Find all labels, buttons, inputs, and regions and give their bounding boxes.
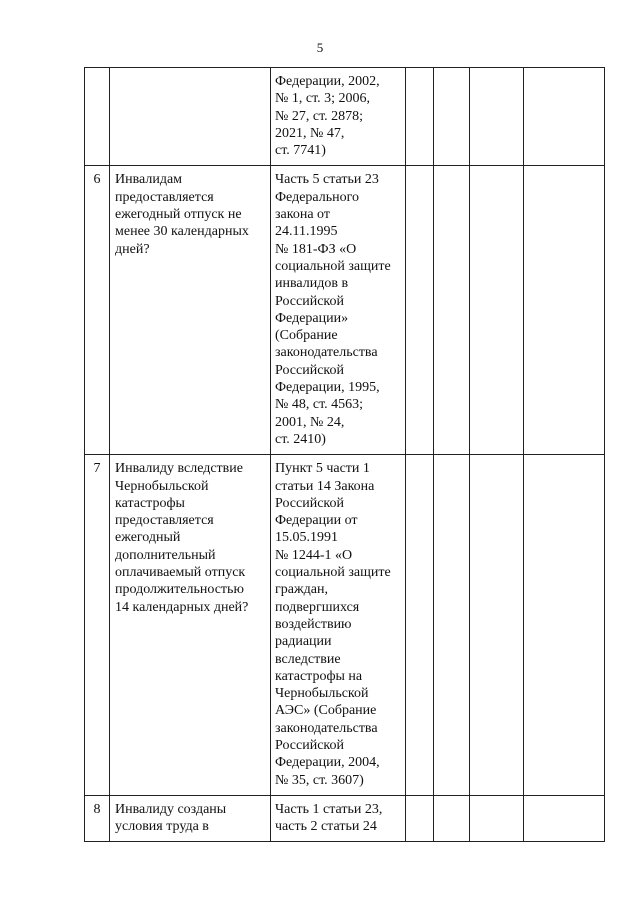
answer-cell-not-applicable[interactable] [470, 795, 524, 842]
legal-reference-text: Часть 5 статьи 23 Федерального закона от 24.11.1995 № 181-ФЗ «О социальной защите инвалидов в Российской Федерации» (Собрание законодательства Российской Федерации, 1995, № 48, ст. 4563; 2001, № 24, ст. 2410) [275, 172, 391, 447]
answer-cell-not-applicable[interactable] [470, 166, 524, 455]
table-row [85, 68, 605, 166]
table-row [85, 795, 605, 842]
row-number: 7 [93, 461, 101, 477]
row-number: 8 [93, 801, 101, 817]
row-number-cell [85, 166, 110, 455]
question-text: Инвалиду созданы условия труда в [115, 801, 227, 835]
page-number: 5 [316, 40, 324, 55]
question-text: Инвалиду вследствие Чернобыльской катастрофы предоставляется ежегодный дополнительный оплачиваемый отпуск продолжительностью 14 календарных дней? [115, 461, 249, 615]
table-row [85, 166, 605, 455]
answer-cell-no[interactable] [434, 68, 470, 166]
question-cell [110, 795, 271, 842]
answer-cell-yes[interactable] [406, 455, 434, 796]
question-text: Инвалидам предоставляется ежегодный отпуск не менее 30 календарных дней? [115, 172, 249, 257]
row-number-cell [85, 795, 110, 842]
answer-cell-no[interactable] [434, 455, 470, 796]
requirements-table [84, 67, 605, 842]
notes-cell[interactable] [524, 455, 605, 796]
legal-reference-cell [271, 68, 406, 166]
answer-cell-yes[interactable] [406, 795, 434, 842]
row-number [85, 68, 109, 79]
row-number-cell [85, 455, 110, 796]
legal-reference-text: Часть 1 статьи 23, часть 2 статьи 24 [275, 801, 383, 835]
notes-cell[interactable] [524, 68, 605, 166]
legal-reference-cell [271, 795, 406, 842]
answer-cell-not-applicable[interactable] [470, 68, 524, 166]
answer-cell-no[interactable] [434, 795, 470, 842]
row-number-cell [85, 68, 110, 166]
answer-cell-yes[interactable] [406, 166, 434, 455]
question-cell [110, 68, 271, 166]
table-row [85, 455, 605, 796]
row-number: 6 [93, 172, 101, 188]
answer-cell-no[interactable] [434, 166, 470, 455]
question-cell [110, 166, 271, 455]
answer-cell-not-applicable[interactable] [470, 455, 524, 796]
legal-reference-cell [271, 166, 406, 455]
question-cell [110, 455, 271, 796]
legal-reference-text: Пункт 5 части 1 статьи 14 Закона Российской Федерации от 15.05.1991 № 1244-1 «О социальной защите граждан, подвергшихся воздействию радиации вследствие катастрофы на Чернобыльской АЭС» (Собрание законодательства Российской Федерации, 2004, № 35, ст. 3607) [275, 461, 391, 788]
question-text [110, 68, 270, 79]
notes-cell[interactable] [524, 795, 605, 842]
notes-cell[interactable] [524, 166, 605, 455]
legal-reference-cell [271, 455, 406, 796]
legal-reference-text: Федерации, 2002, № 1, ст. 3; 2006, № 27, ст. 2878; 2021, № 47, ст. 7741) [275, 74, 380, 159]
answer-cell-yes[interactable] [406, 68, 434, 166]
